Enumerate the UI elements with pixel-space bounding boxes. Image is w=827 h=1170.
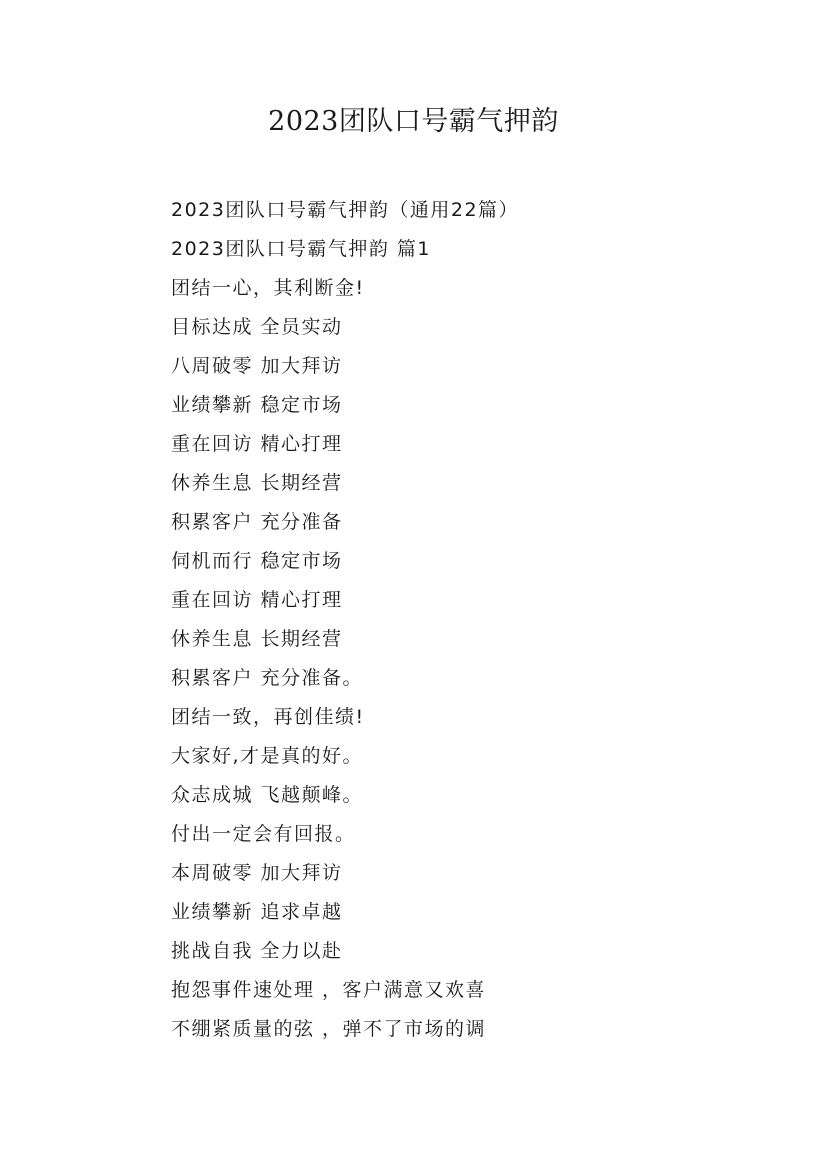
body-line: 业绩攀新 追求卓越: [171, 901, 343, 923]
body-line: 团结一致，再创佳绩!: [171, 706, 365, 728]
body-line: 重在回访 精心打理: [171, 589, 343, 611]
body-line: 不绷紧质量的弦 ，弹不了市场的调: [171, 1018, 487, 1040]
body-line: 积累客户 充分准备。: [171, 667, 364, 689]
body-line: 团结一心，其利断金!: [171, 277, 365, 299]
body-line: 2023团队口号霸气押韵（通用22篇）: [171, 199, 520, 221]
body-line: 重在回访 精心打理: [171, 433, 343, 455]
body-line: 众志成城 飞越颠峰。: [171, 784, 364, 806]
body-line: 2023团队口号霸气押韵 篇1: [171, 238, 431, 260]
document-title: 2023团队口号霸气押韵: [268, 106, 559, 137]
body-line: 挑战自我 全力以赴: [171, 940, 343, 962]
body-line: 目标达成 全员实动: [171, 316, 343, 338]
document-body: [171, 191, 519, 1049]
body-line: 休养生息 长期经营: [171, 472, 343, 494]
body-line: 本周破零 加大拜访: [171, 862, 343, 884]
body-line: 付出一定会有回报。: [171, 823, 356, 845]
body-line: 积累客户 充分准备: [171, 511, 343, 533]
body-line: 业绩攀新 稳定市场: [171, 394, 343, 416]
body-line: 八周破零 加大拜访: [171, 355, 343, 377]
body-line: 休养生息 长期经营: [171, 628, 343, 650]
body-line: 抱怨事件速处理 ，客户满意又欢喜: [171, 979, 487, 1001]
body-line: 伺机而行 稳定市场: [171, 550, 343, 572]
body-line: 大家好,才是真的好。: [171, 745, 364, 767]
